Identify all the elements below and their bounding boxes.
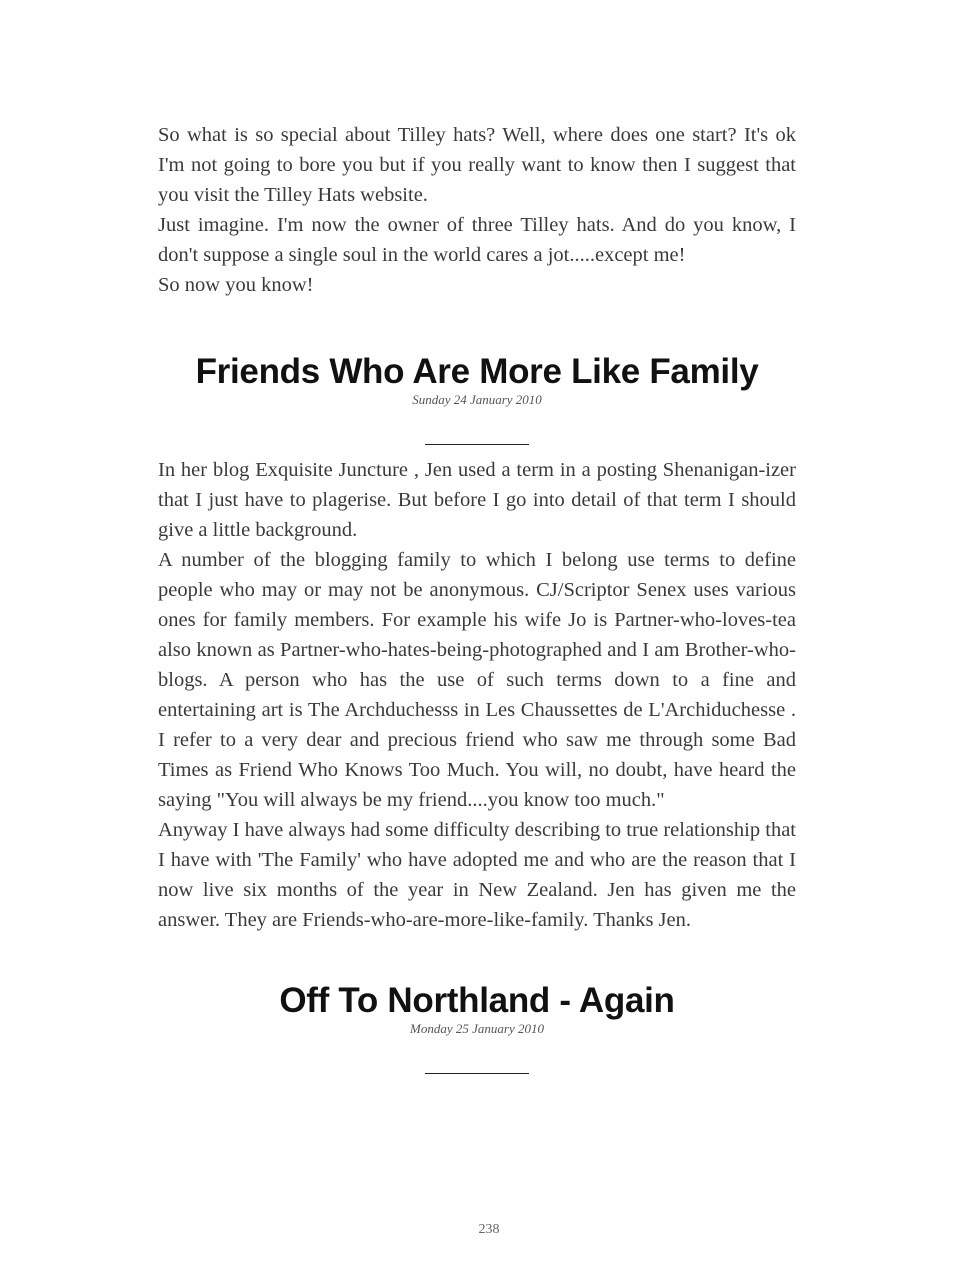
post-divider xyxy=(425,444,529,445)
page-content xyxy=(158,120,796,1074)
post-title: Off To Northland - Again xyxy=(279,981,675,1020)
intro-paragraph-2: Just imagine. I'm now the owner of three Tilley hats. And do you know, I don't suppose a single soul in the world cares a jot.....except me! xyxy=(158,214,796,266)
post-paragraph-3: Anyway I have always had some difficulty describing to true relationship that I have with 'The Family' who have adopted me and who are the reason that I now live six months of the year in New Zealand. Jen has given me the answer. They are Friends-who-are-more-like-family. Thanks Jen. xyxy=(158,819,796,931)
post-title: Friends Who Are More Like Family xyxy=(195,352,759,391)
post-off-to-northland-again xyxy=(158,981,796,1074)
post-friends-who-are-more-like-family xyxy=(158,352,796,935)
post-date: Sunday 24 January 2010 xyxy=(412,392,542,407)
page-number: 238 xyxy=(478,1222,500,1237)
post-paragraph-1: In her blog Exquisite Juncture , Jen used a term in a posting Shenanigan-izer that I just have to plagerise. But before I go into detail of that term I should give a little background. xyxy=(158,459,796,541)
intro-section xyxy=(158,120,796,300)
intro-paragraph-1: So what is so special about Tilley hats? Well, where does one start? It's ok I'm not going to bore you but if you really want to know then I suggest that you visit the Tilley Hats website. xyxy=(158,124,796,206)
post-paragraph-2: A number of the blogging family to which I belong use terms to define people who may or may not be anonymous. CJ/Scriptor Senex uses various ones for family members. For example his wife Jo is Partner-who-loves-tea also known as Partner-who-hates-being-photographed and I am Brother-who-blogs. A person who has the use of such terms down to a fine and entertaining art is The Archduchesss in Les Chaussettes de L'Archiduchesse . I refer to a very dear and precious friend who saw me through some Bad Times as Friend Who Knows Too Much. You will, no doubt, have heard the saying "You will always be my friend....you know too much." xyxy=(158,549,796,811)
post-divider xyxy=(425,1073,529,1074)
post-date: Monday 25 January 2010 xyxy=(410,1021,544,1036)
intro-paragraph-3: So now you know! xyxy=(158,274,314,296)
